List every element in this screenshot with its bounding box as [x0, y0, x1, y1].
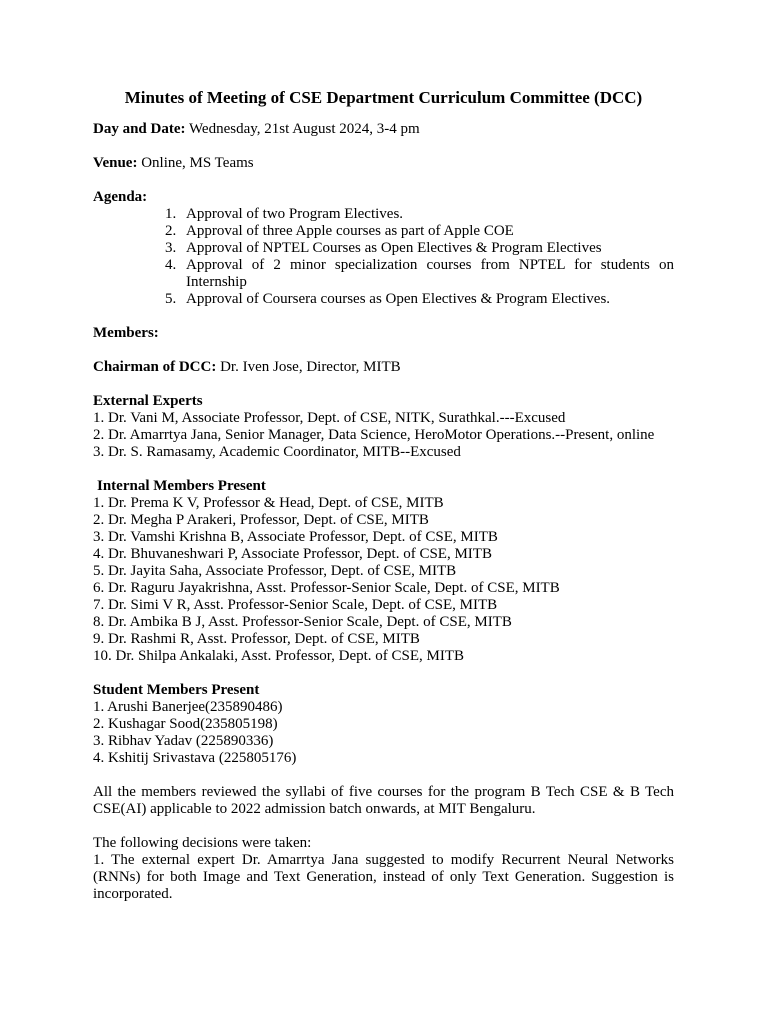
list-item: 2. Dr. Megha P Arakeri, Professor, Dept. of CSE, MITB: [93, 512, 429, 528]
agenda-item-number: 3.: [165, 240, 177, 256]
agenda-list: [93, 206, 674, 308]
agenda-item-text: Approval of 2 minor specialization courses from NPTEL for students on Internship: [186, 257, 674, 290]
chairman-value: Dr. Iven Jose, Director, MITB: [216, 359, 401, 375]
agenda-heading: Agenda:: [93, 189, 148, 205]
list-item: 1. Dr. Vani M, Associate Professor, Dept. of CSE, NITK, Surathkal.---Excused: [93, 410, 566, 426]
list-item: 10. Dr. Shilpa Ankalaki, Asst. Professor, Dept. of CSE, MITB: [93, 648, 465, 664]
list-item: 3. Ribhav Yadav (225890336): [93, 733, 274, 749]
list-item: 4. Kshitij Srivastava (225805176): [93, 750, 297, 766]
list-item: 2. Kushagar Sood(235805198): [93, 716, 278, 732]
agenda-item-number: 4.: [165, 257, 177, 273]
list-item: 5. Dr. Jayita Saha, Associate Professor, Dept. of CSE, MITB: [93, 563, 457, 579]
agenda-item: [93, 257, 674, 291]
student-members-heading: Student Members Present: [93, 682, 260, 698]
agenda-item-number: 2.: [165, 223, 177, 239]
agenda-item: [93, 240, 674, 257]
list-item: 4. Dr. Bhuvaneshwari P, Associate Professor, Dept. of CSE, MITB: [93, 546, 492, 562]
list-item: 9. Dr. Rashmi R, Asst. Professor, Dept. of CSE, MITB: [93, 631, 420, 647]
agenda-item-number: 1.: [165, 206, 177, 222]
external-experts-section: [93, 393, 674, 461]
decision-item: 1. The external expert Dr. Amarrtya Jana suggested to modify Recurrent Neural Networks (RNNs) for both Image and Text Generation, instead of only Text Generation. Suggestion is incorporated.: [93, 852, 674, 902]
day-and-date-label: Day and Date:: [93, 121, 186, 137]
document-title: Minutes of Meeting of CSE Department Curriculum Committee (DCC): [124, 88, 643, 107]
day-and-date: [93, 121, 674, 138]
list-item: 7. Dr. Simi V R, Asst. Professor-Senior Scale, Dept. of CSE, MITB: [93, 597, 498, 613]
agenda-item: [93, 223, 674, 240]
review-paragraph: All the members reviewed the syllabi of five courses for the program B Tech CSE & B Tech CSE(AI) applicable to 2022 admission batch onwards, at MIT Bengaluru.: [93, 784, 674, 817]
list-item: 1. Dr. Prema K V, Professor & Head, Dept. of CSE, MITB: [93, 495, 444, 511]
venue-value: Online, MS Teams: [137, 155, 254, 171]
student-members-section: [93, 682, 674, 767]
chairman-label: Chairman of DCC:: [93, 359, 217, 375]
list-item: 3. Dr. Vamshi Krishna B, Associate Professor, Dept. of CSE, MITB: [93, 529, 498, 545]
agenda-item-number: 5.: [165, 291, 177, 307]
day-and-date-value: Wednesday, 21st August 2024, 3-4 pm: [185, 121, 420, 137]
external-experts-heading: External Experts: [93, 393, 203, 409]
venue: [93, 155, 674, 172]
internal-members-heading: Internal Members Present: [97, 478, 266, 494]
list-item: 8. Dr. Ambika B J, Asst. Professor-Senior Scale, Dept. of CSE, MITB: [93, 614, 512, 630]
internal-members-section: [93, 478, 674, 665]
list-item: 2. Dr. Amarrtya Jana, Senior Manager, Data Science, HeroMotor Operations.--Present, online: [93, 427, 655, 443]
list-item: 6. Dr. Raguru Jayakrishna, Asst. Professor-Senior Scale, Dept. of CSE, MITB: [93, 580, 560, 596]
members-heading: Members:: [93, 325, 159, 341]
agenda-item-text: Approval of Coursera courses as Open Electives & Program Electives.: [186, 291, 611, 307]
agenda-item: [93, 206, 674, 223]
venue-label: Venue:: [93, 155, 138, 171]
agenda-item: [93, 291, 674, 308]
agenda-item-text: Approval of two Program Electives.: [186, 206, 404, 222]
agenda-item-text: Approval of three Apple courses as part of Apple COE: [186, 223, 514, 239]
decisions-intro: The following decisions were taken:: [93, 835, 312, 851]
document-page: [93, 88, 674, 903]
agenda-item-text: Approval of NPTEL Courses as Open Electives & Program Electives: [186, 240, 602, 256]
list-item: 3. Dr. S. Ramasamy, Academic Coordinator, MITB--Excused: [93, 444, 461, 460]
chairman: [93, 359, 674, 376]
decisions-section: [93, 835, 674, 903]
list-item: 1. Arushi Banerjee(235890486): [93, 699, 283, 715]
